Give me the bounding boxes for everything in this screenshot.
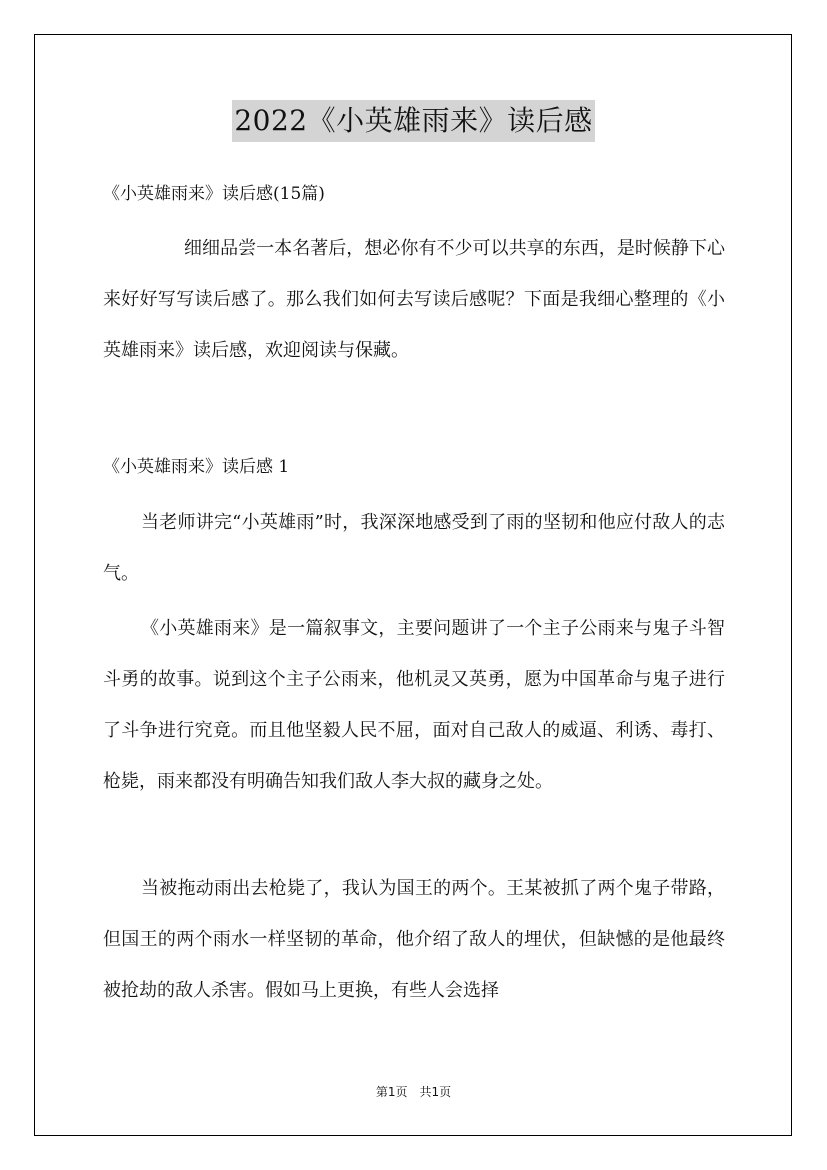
section-heading: 《小英雄雨来》读后感 1 xyxy=(103,457,290,477)
title-container xyxy=(0,100,827,142)
page-footer: 第1页 共1页 xyxy=(375,1085,452,1099)
intro-paragraph: 细细品尝一本名著后，想必你有不少可以共享的东西，是时候静下心来好好写写读后感了。那么我们如何去写读后感呢？下面是我细心整理的《小英雄雨来》读后感，欢迎阅读与保藏。 xyxy=(103,238,725,361)
body-paragraph: 当被拖动雨出去枪毙了，我认为国王的两个。王某被抓了两个鬼子带路，但国王的两个雨水一样坚韧的革命，他介绍了敌人的埋伏，但缺憾的是他最终被抢劫的敌人杀害。假如马上更换，有些人会选择 xyxy=(103,878,725,1001)
body-paragraph: 《小英雄雨来》是一篇叙事文，主要问题讲了一个主子公雨来与鬼子斗智斗勇的故事。说到这个主子公雨来，他机灵又英勇，愿为中国革命与鬼子进行了斗争进行究竟。而且他坚毅人民不屈，面对自己敌人的威逼、利诱、毒打、枪毙，雨来都没有明确告知我们敌人李大叔的藏身之处。 xyxy=(103,618,725,792)
document-title: 2022《小英雄雨来》读后感 xyxy=(232,100,594,142)
document-subtitle: 《小英雄雨来》读后感(15篇) xyxy=(103,184,325,204)
body-paragraph: 当老师讲完“小英雄雨”时，我深深地感受到了雨的坚韧和他应付敌人的志气。 xyxy=(103,512,725,584)
